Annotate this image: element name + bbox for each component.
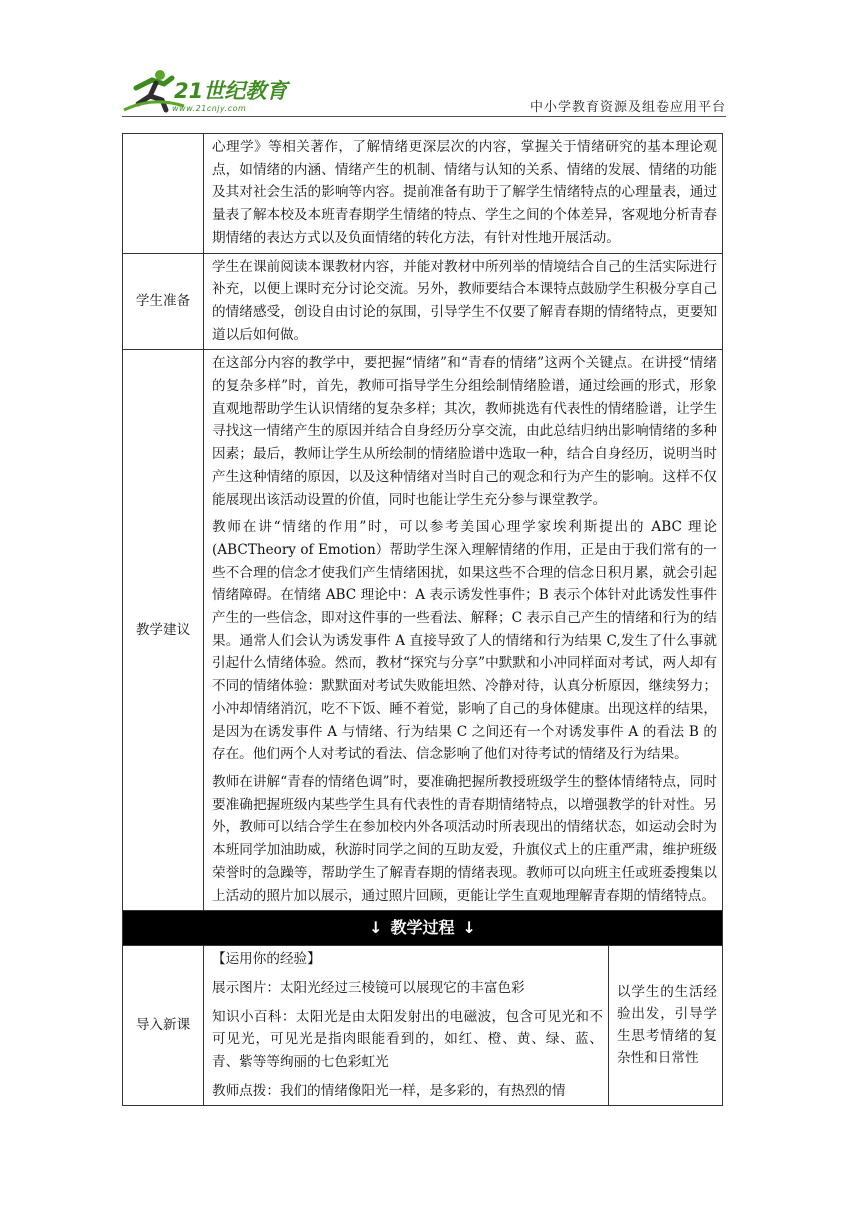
teaching-advice-cell	[204, 350, 723, 911]
arrow-down-icon: ↓	[462, 917, 476, 937]
table-row-teaching-advice	[123, 350, 723, 911]
intro-paragraph-3: 知识小百科：太阳光是由太阳发射出的电磁波，包含可见光和不可见光，可见光是指肉眼能看到的，如红、橙、黄、绿、蓝、青、紫等等绚丽的七色彩虹光	[212, 1008, 603, 1071]
banner-title: 教学过程	[390, 917, 455, 937]
student-prep-paragraph: 学生在课前阅读本课教材内容，并能对教材中所列举的情境结合自己的生活实际进行补充，以便上课时充分讨论交流。另外，教师要结合本课特点鼓励学生积极分享自己的情绪感受，创设自由讨论的氛围，引导学生不仅要了解青春期的情绪特点，更要知道以后如何做。	[212, 258, 717, 343]
intro-content-cell	[204, 946, 609, 1106]
intro-heading: 【运用你的经验】	[212, 951, 321, 968]
table-row-continued	[123, 134, 723, 254]
design-intent-text: 以学生的生活经验出发，引导学生思考情绪的复杂性和日常性	[617, 984, 717, 1067]
advice-paragraph-3: 教师在讲解“青春的情绪色调”时，要准确把握所教授班级学生的整体情绪特点，同时要准确把握班级内某些学生具有代表性的青春期情绪特点，以增强教学的针对性。另外，教师可以结合学生在参加校内外各项活动时所表现出的情绪状态，如运动会时为本班同学加油助威，秋游时同学之间的互助友爱，升旗仪式上的庄重严肃，维护班级荣誉时的急躁等，帮助学生了解青春期的情绪表现。教师可以向班主任或班委搜集以上活动的照片加以展示，通过照片回顾，更能让学生直观地理解青春期的情绪特点。	[212, 773, 717, 904]
svg-text:21世纪教育: 21世纪教育	[174, 79, 288, 103]
intro-paragraph-2: 展示图片：太阳光经过三棱镜可以展现它的丰富色彩	[212, 979, 525, 996]
platform-name: 中小学教育资源及组卷应用平台	[529, 100, 726, 115]
teaching-process-banner	[123, 911, 723, 946]
table-row-student-prep	[123, 253, 723, 350]
advice-paragraph-2: 教师在讲“情绪的作用”时，可以参考美国心理学家埃利斯提出的 ABC 理论 (ABCTheory of Emotion）帮助学生深入理解情绪的作用，正是由于我们常有的一些不合理的信念才使我们产生情绪困扰，如果这些不合理的信念日积月累，就会引起情绪障碍。在情绪 ABC 理论中：A 表示诱发性事件；B 表示个体针对此诱发性事件产生的一些信念，即对这件事的一些看法、解释；C 表示自己产生的情绪和行为的结果。通常人们会认为诱发事件 A 直接导致了人的情绪和行为结果 C,发生了什么事就引起什么情绪体验。然而，教材“探究与分享”中默默和小冲同样面对考试，两人却有不同的情绪体验：默默面对考试失败能坦然、冷静对待，认真分析原因，继续努力；小冲却情绪消沉，吃不下饭、睡不着觉，影响了自己的身体健康。出现这样的结果，是因为在诱发事件 A 与情绪、行为结果 C 之间还有一个对诱发事件 A 的看法 B 的存在。他们两个人对考试的看法、信念影响了他们对待考试的情绪及行为结果。	[212, 519, 717, 763]
row-label-student-prep: 学生准备	[123, 253, 204, 350]
page-header	[122, 66, 726, 116]
header-divider	[122, 116, 726, 117]
continued-text-cell	[204, 134, 723, 254]
row-label-intro: 导入新课	[123, 946, 204, 1106]
lesson-plan-table	[122, 133, 723, 1106]
table-row-intro	[123, 946, 723, 1106]
student-prep-cell	[204, 253, 723, 350]
row-label-teaching-advice: 教学建议	[123, 350, 204, 911]
design-intent-cell	[609, 946, 723, 1106]
arrow-down-icon: ↓	[369, 917, 383, 937]
logo-21cnjy	[122, 66, 292, 116]
row-label-empty	[123, 134, 204, 254]
intro-paragraph-4: 教师点拨：我们的情绪像阳光一样，是多彩的，有热烈的情	[212, 1082, 566, 1099]
section-banner-row	[123, 911, 723, 946]
svg-text:www.21cnjy.com: www.21cnjy.com	[172, 104, 247, 113]
advice-paragraph-1: 在这部分内容的教学中，要把握“情绪”和“青春的情绪”这两个关键点。在讲授“情绪的复杂多样”时，首先，教师可指导学生分组绘制情绪脸谱，通过绘画的形式，形象直观地帮助学生认识情绪的复杂多样；其次，教师挑选有代表性的情绪脸谱，让学生寻找这一情绪产生的原因并结合自身经历分享交流，由此总结归纳出影响情绪的多种因素；最后，教师让学生从所绘制的情绪脸谱中选取一种，结合自身经历，说明当时产生这种情绪的原因，以及这种情绪对当时自己的观念和行为产生的影响。这样不仅能展现出该活动设置的价值，同时也能让学生充分参与课堂教学。	[212, 355, 717, 508]
continued-paragraph: 心理学》等相关著作，了解情绪更深层次的内容，掌握关于情绪研究的基本理论观点，如情绪的内涵、情绪产生的机制、情绪与认知的关系、情绪的发展、情绪的功能及其对社会生活的影响等内容。提前准备有助于了解学生情绪特点的心理量表，通过量表了解本校及本班青春期学生情绪的特点、学生之间的个体差异，客观地分析青春期情绪的表达方式以及负面情绪的转化方法，有针对性地开展活动。	[212, 139, 717, 246]
